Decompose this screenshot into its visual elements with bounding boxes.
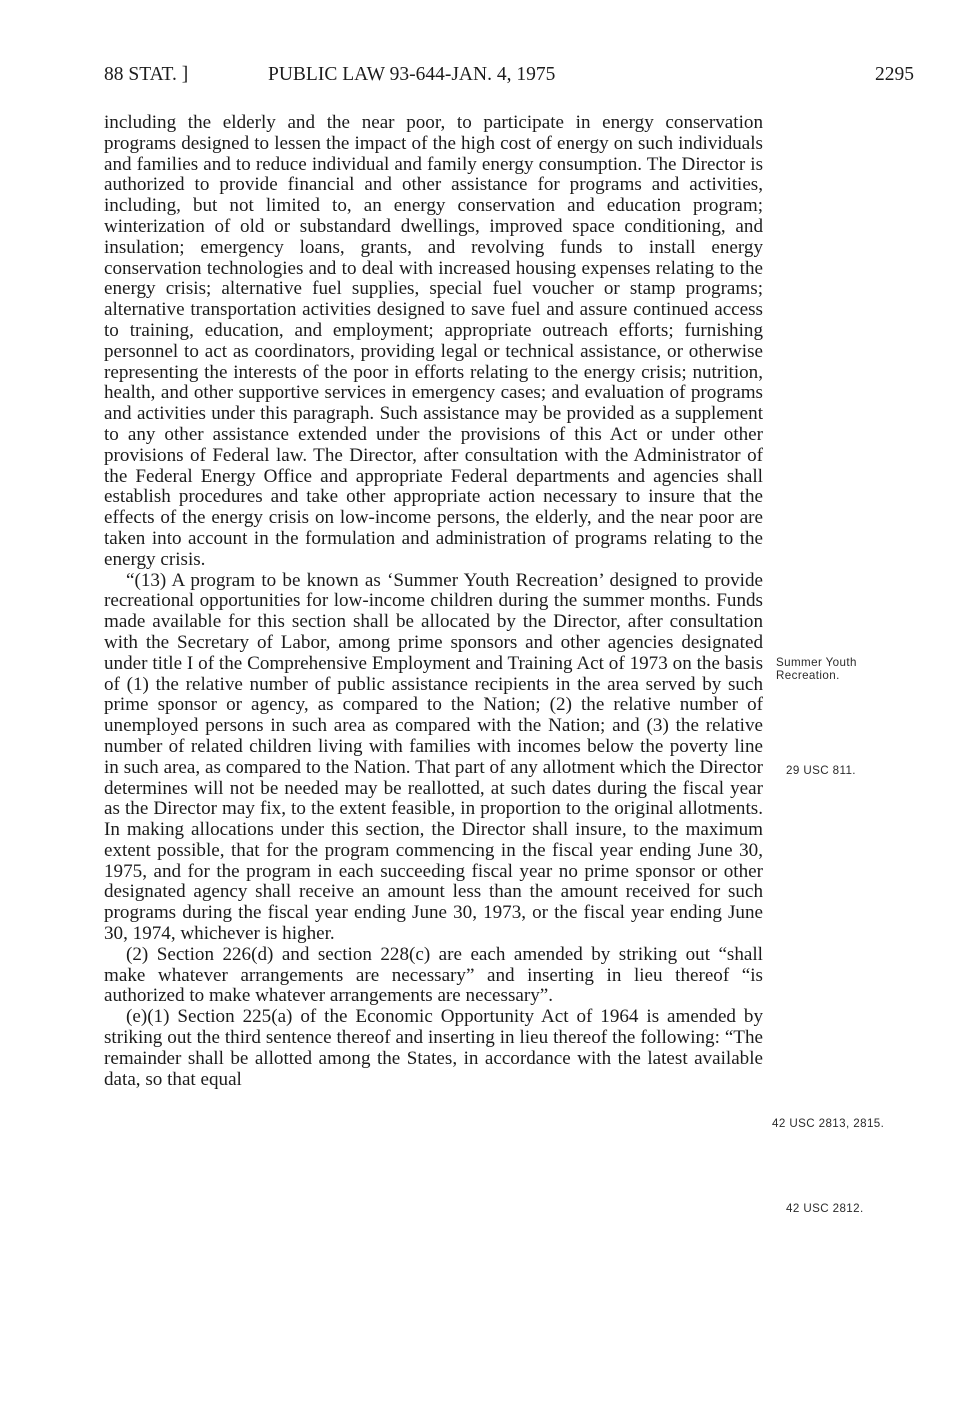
- margin-note-42-usc-2813: 42 USC 2813, 2815.: [772, 1117, 885, 1130]
- paragraph-section-225: (e)(1) Section 225(a) of the Economic Opportunity Act of 1964 is amended by striking out the third sentence thereof and inserting in lieu thereof the following: “The remainder shall be allotted among the States, in accordance with the latest available data, so that equal: [104, 1006, 763, 1090]
- paragraph-section-226: (2) Section 226(d) and section 228(c) are each amended by striking out “shall make whatever arrangements are necessary” and inserting in lieu thereof “is authorized to make whatever arrangements are necessary”.: [104, 943, 763, 1007]
- body-text: [104, 113, 763, 1090]
- page-header: [104, 64, 914, 90]
- page-number: 2295: [875, 64, 914, 85]
- margin-note-29-usc-811: 29 USC 811.: [786, 764, 856, 777]
- statute-volume: 88 STAT. ]: [104, 64, 189, 85]
- paragraph-summer-youth: “(13) A program to be known as ‘Summer Youth Recreation’ designed to provide recreational opportunities for low-income children during the summer months. Funds made available for this section shall be allocated by the Director, after consultation with the Secretary of Labor, among prime sponsors and other agencies designated under title I of the Comprehensive Employment and Training Act of 1973 on the basis of (1) the relative number of public assistance recipients in the area served by such prime sponsor or agency, as compared to the Nation; (2) the relative number of unemployed persons in such area as compared with the Nation; and (3) the relative number of related children living with families with incomes below the poverty line in such area, as compared to the Nation. That part of any allotment which the Director determines will not be needed may be reallotted, at such dates during the fiscal year as the Director may fix, to the extent feasible, in proportion to the original allotments. In making allocations under this section, the Director shall insure, to the maximum extent possible, that for the program commencing in the fiscal year ending June 30, 1975, and for the program in each succeeding fiscal year no prime sponsor or other designated agency shall receive an amount less than the amount received for such programs during the fiscal year ending June 30, 1973, or the fiscal year ending June 30, 1974, whichever is higher.: [104, 569, 763, 945]
- margin-note-summer-youth: Summer Youth Recreation.: [776, 656, 857, 682]
- margin-note-42-usc-2812: 42 USC 2812.: [786, 1202, 864, 1215]
- paragraph-energy-assistance: including the elderly and the near poor, to participate in energy conservation programs designed to lessen the impact of the high cost of energy on such individuals and families and to reduce individual and family energy consumption. The Director is authorized to provide financial and other assistance for programs and activities, including, but not limited to, an energy conservation and education program; winterization of old or substandard dwellings, improved space conditioning, and insulation; emergency loans, grants, and revolving funds to install energy conservation technologies and to deal with increased housing expenses relating to the energy crisis; alternative fuel supplies, special fuel voucher or stamp programs; alternative transportation activities designed to save fuel and assure continued access to training, education, and employment; appropriate outreach efforts; furnishing personnel to act as coordinators, providing legal or technical assistance, or otherwise representing the interests of the poor in efforts relating to the energy crisis; nutrition, health, and other supportive services in emergency cases; and evaluation of programs and activities under this paragraph. Such assistance may be provided as a supplement to any other assistance extended under the provisions of this Act or under other provisions of Federal law. The Director, after consultation with the Administrator of the Federal Energy Office and appropriate Federal departments and agencies shall establish procedures and take other appropriate action necessary to insure that the effects of the energy crisis on low-income persons, the elderly, and the near poor are taken into account in the formulation and administration of programs relating to the energy crisis.: [104, 112, 763, 570]
- running-title: PUBLIC LAW 93-644-JAN. 4, 1975: [268, 64, 556, 85]
